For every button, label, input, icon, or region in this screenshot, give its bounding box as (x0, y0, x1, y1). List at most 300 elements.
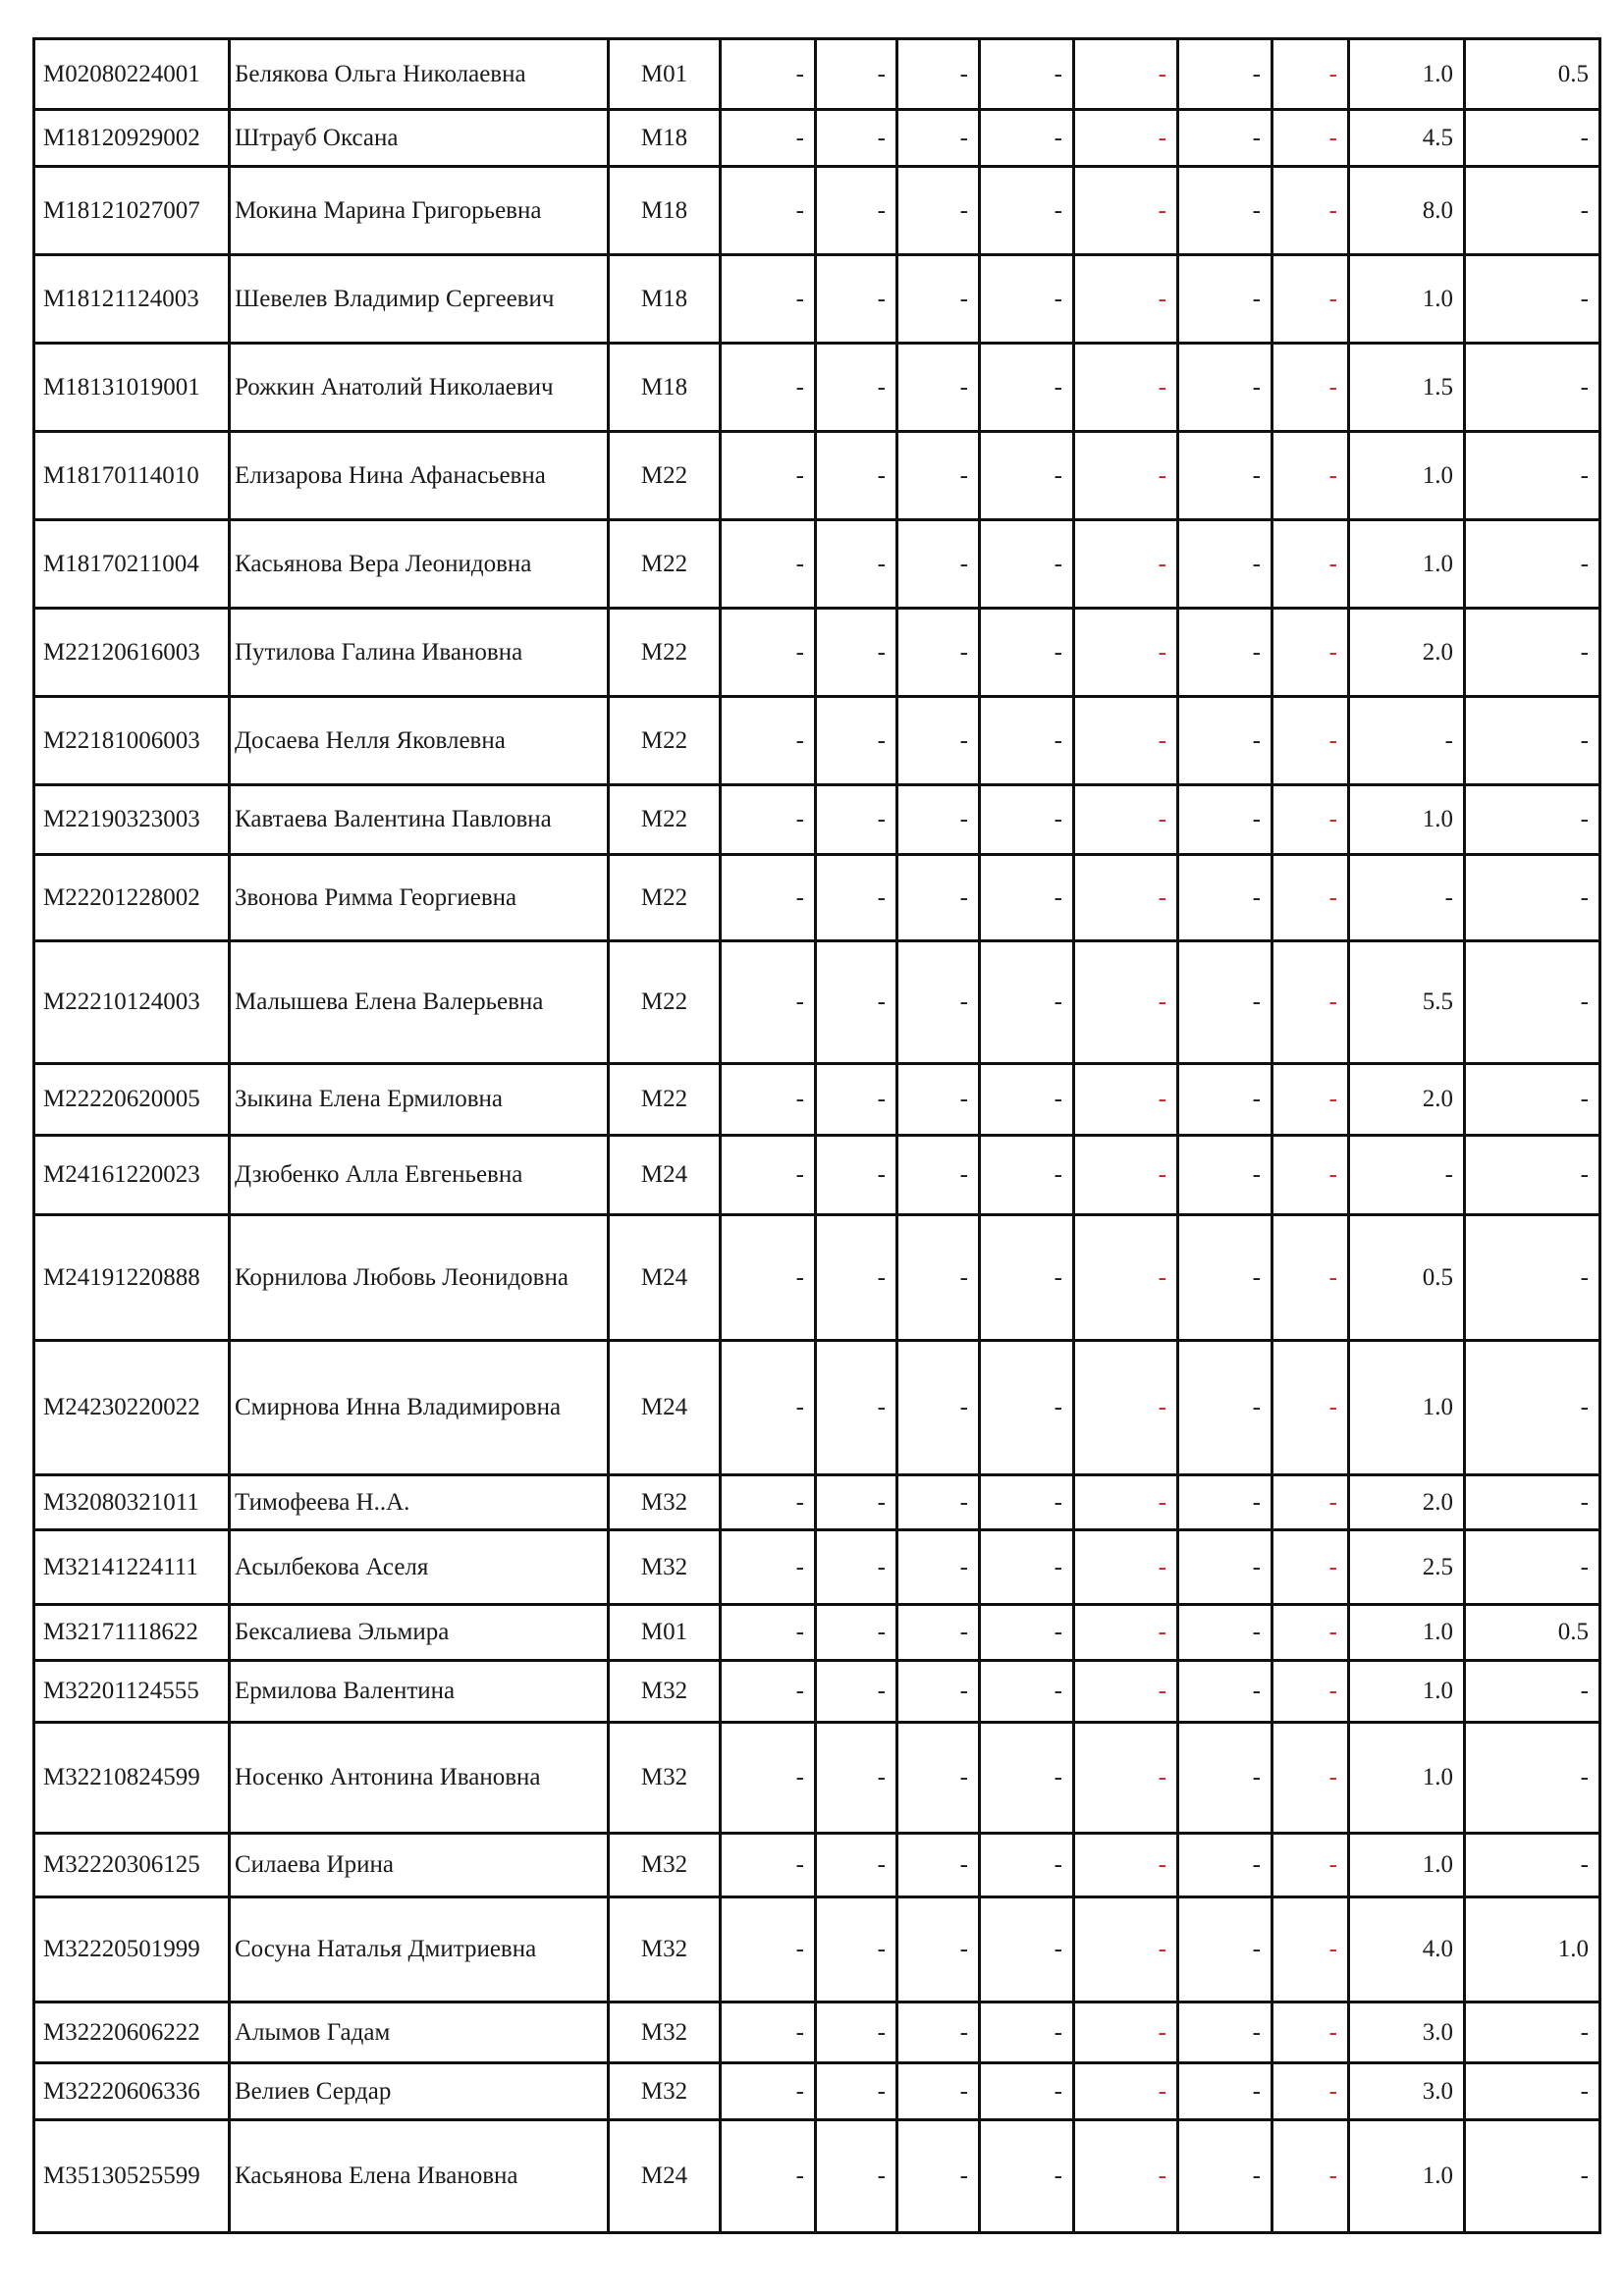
table-row (34, 941, 1600, 1064)
table-row (34, 1605, 1600, 1661)
cell-value-col-6: - (1178, 110, 1272, 167)
cell-value-col-7: - (1272, 1530, 1349, 1605)
cell-value-col-6: - (1178, 1136, 1272, 1215)
cell-value-col-8: 1.0 (1349, 39, 1465, 110)
cell-value-col-2: - (816, 785, 897, 855)
cell-value-col-8: 1.0 (1349, 785, 1465, 855)
cell-value-col-6: - (1178, 609, 1272, 697)
cell-value-col-5: - (1074, 520, 1178, 609)
cell-group-code: M24 (609, 1136, 721, 1215)
cell-value-col-9: - (1465, 1215, 1600, 1341)
cell-record-id: M22201228002 (34, 855, 230, 941)
cell-person-name: Мокина Марина Григорьевна (230, 167, 609, 255)
cell-value-col-7: - (1272, 110, 1349, 167)
cell-person-name: Звонова Римма Георгиевна (230, 855, 609, 941)
cell-value-col-3: - (897, 1723, 980, 1834)
cell-group-code: M22 (609, 941, 721, 1064)
table-row (34, 2120, 1600, 2233)
cell-value-col-7: - (1272, 941, 1349, 1064)
cell-value-col-3: - (897, 1136, 980, 1215)
table-row (34, 1341, 1600, 1475)
cell-value-col-3: - (897, 432, 980, 520)
cell-group-code: M18 (609, 255, 721, 344)
cell-record-id: M18170114010 (34, 432, 230, 520)
cell-value-col-4: - (980, 520, 1074, 609)
cell-value-col-6: - (1178, 1341, 1272, 1475)
cell-value-col-1: - (721, 2063, 816, 2120)
table-row (34, 432, 1600, 520)
cell-value-col-2: - (816, 1661, 897, 1723)
cell-value-col-9: - (1465, 344, 1600, 432)
cell-value-col-5: - (1074, 1530, 1178, 1605)
cell-group-code: M22 (609, 855, 721, 941)
cell-value-col-7: - (1272, 1136, 1349, 1215)
cell-value-col-8: 1.0 (1349, 520, 1465, 609)
cell-person-name: Досаева Нелля Яковлевна (230, 697, 609, 785)
cell-value-col-6: - (1178, 1605, 1272, 1661)
cell-group-code: M22 (609, 785, 721, 855)
cell-value-col-7: - (1272, 1661, 1349, 1723)
cell-value-col-7: - (1272, 1475, 1349, 1530)
cell-value-col-5: - (1074, 1897, 1178, 2002)
cell-group-code: M32 (609, 1661, 721, 1723)
cell-record-id: M24191220888 (34, 1215, 230, 1341)
cell-value-col-5: - (1074, 39, 1178, 110)
cell-person-name: Асылбекова Аселя (230, 1530, 609, 1605)
cell-value-col-7: - (1272, 520, 1349, 609)
cell-value-col-6: - (1178, 167, 1272, 255)
cell-value-col-7: - (1272, 1605, 1349, 1661)
cell-value-col-2: - (816, 39, 897, 110)
cell-person-name: Алымов Гадам (230, 2002, 609, 2063)
cell-value-col-1: - (721, 432, 816, 520)
cell-value-col-9: - (1465, 1723, 1600, 1834)
cell-value-col-3: - (897, 1475, 980, 1530)
cell-value-col-5: - (1074, 1834, 1178, 1897)
cell-person-name: Путилова Галина Ивановна (230, 609, 609, 697)
cell-person-name: Кавтаева Валентина Павловна (230, 785, 609, 855)
cell-value-col-3: - (897, 167, 980, 255)
cell-value-col-6: - (1178, 785, 1272, 855)
table-row (34, 1661, 1600, 1723)
cell-value-col-1: - (721, 255, 816, 344)
cell-value-col-8: 1.0 (1349, 1723, 1465, 1834)
cell-value-col-3: - (897, 1661, 980, 1723)
cell-value-col-7: - (1272, 2002, 1349, 2063)
cell-value-col-6: - (1178, 520, 1272, 609)
cell-person-name: Сосуна Наталья Дмитриевна (230, 1897, 609, 2002)
table-row (34, 344, 1600, 432)
cell-group-code: M32 (609, 1834, 721, 1897)
cell-record-id: M32080321011 (34, 1475, 230, 1530)
cell-person-name: Касьянова Елена Ивановна (230, 2120, 609, 2233)
cell-value-col-2: - (816, 255, 897, 344)
records-table (32, 37, 1601, 2234)
cell-value-col-5: - (1074, 697, 1178, 785)
cell-value-col-4: - (980, 1661, 1074, 1723)
cell-value-col-2: - (816, 1064, 897, 1136)
cell-value-col-8: - (1349, 1136, 1465, 1215)
cell-value-col-6: - (1178, 2063, 1272, 2120)
cell-value-col-6: - (1178, 1475, 1272, 1530)
cell-value-col-7: - (1272, 855, 1349, 941)
cell-value-col-7: - (1272, 2063, 1349, 2120)
cell-value-col-1: - (721, 697, 816, 785)
cell-value-col-5: - (1074, 1064, 1178, 1136)
cell-value-col-6: - (1178, 941, 1272, 1064)
cell-value-col-5: - (1074, 167, 1178, 255)
cell-value-col-4: - (980, 39, 1074, 110)
cell-value-col-6: - (1178, 1064, 1272, 1136)
cell-group-code: M32 (609, 2063, 721, 2120)
cell-value-col-5: - (1074, 2120, 1178, 2233)
table-row (34, 1834, 1600, 1897)
cell-value-col-7: - (1272, 1064, 1349, 1136)
cell-value-col-2: - (816, 855, 897, 941)
cell-value-col-3: - (897, 520, 980, 609)
cell-value-col-9: - (1465, 697, 1600, 785)
cell-value-col-2: - (816, 344, 897, 432)
cell-value-col-6: - (1178, 697, 1272, 785)
cell-value-col-1: - (721, 855, 816, 941)
cell-record-id: M22120616003 (34, 609, 230, 697)
cell-value-col-6: - (1178, 344, 1272, 432)
cell-record-id: M32201124555 (34, 1661, 230, 1723)
cell-value-col-4: - (980, 697, 1074, 785)
cell-value-col-1: - (721, 1530, 816, 1605)
table-row (34, 1530, 1600, 1605)
cell-value-col-3: - (897, 609, 980, 697)
cell-value-col-5: - (1074, 1475, 1178, 1530)
cell-group-code: M32 (609, 2002, 721, 2063)
cell-value-col-9: - (1465, 2120, 1600, 2233)
cell-person-name: Дзюбенко Алла Евгеньевна (230, 1136, 609, 1215)
cell-group-code: M22 (609, 432, 721, 520)
cell-value-col-2: - (816, 1897, 897, 2002)
cell-value-col-5: - (1074, 1215, 1178, 1341)
cell-value-col-8: 8.0 (1349, 167, 1465, 255)
cell-value-col-7: - (1272, 609, 1349, 697)
cell-value-col-4: - (980, 344, 1074, 432)
cell-value-col-8: 2.5 (1349, 1530, 1465, 1605)
cell-value-col-2: - (816, 1136, 897, 1215)
cell-value-col-8: 4.5 (1349, 110, 1465, 167)
cell-value-col-5: - (1074, 1136, 1178, 1215)
cell-value-col-1: - (721, 785, 816, 855)
cell-record-id: M18121124003 (34, 255, 230, 344)
cell-value-col-1: - (721, 1136, 816, 1215)
cell-value-col-3: - (897, 344, 980, 432)
cell-value-col-5: - (1074, 1661, 1178, 1723)
cell-value-col-3: - (897, 785, 980, 855)
cell-group-code: M24 (609, 2120, 721, 2233)
cell-value-col-3: - (897, 941, 980, 1064)
table-row (34, 1475, 1600, 1530)
cell-record-id: M32210824599 (34, 1723, 230, 1834)
cell-value-col-3: - (897, 1064, 980, 1136)
cell-value-col-1: - (721, 344, 816, 432)
cell-value-col-8: 5.5 (1349, 941, 1465, 1064)
cell-value-col-4: - (980, 110, 1074, 167)
cell-group-code: M24 (609, 1215, 721, 1341)
cell-value-col-8: 0.5 (1349, 1215, 1465, 1341)
cell-value-col-1: - (721, 941, 816, 1064)
cell-value-col-9: - (1465, 609, 1600, 697)
cell-value-col-6: - (1178, 1530, 1272, 1605)
cell-value-col-8: 1.0 (1349, 1341, 1465, 1475)
cell-value-col-6: - (1178, 1723, 1272, 1834)
cell-group-code: M32 (609, 1475, 721, 1530)
cell-value-col-8: - (1349, 855, 1465, 941)
table-row (34, 2002, 1600, 2063)
cell-group-code: M22 (609, 1064, 721, 1136)
cell-value-col-7: - (1272, 697, 1349, 785)
cell-value-col-4: - (980, 1064, 1074, 1136)
cell-value-col-9: - (1465, 1341, 1600, 1475)
cell-record-id: M22220620005 (34, 1064, 230, 1136)
cell-record-id: M32141224111 (34, 1530, 230, 1605)
cell-value-col-2: - (816, 2063, 897, 2120)
cell-value-col-1: - (721, 609, 816, 697)
cell-value-col-1: - (721, 1834, 816, 1897)
cell-value-col-7: - (1272, 1723, 1349, 1834)
cell-value-col-9: - (1465, 1475, 1600, 1530)
cell-person-name: Носенко Антонина Ивановна (230, 1723, 609, 1834)
cell-value-col-2: - (816, 1475, 897, 1530)
cell-value-col-5: - (1074, 110, 1178, 167)
table-row (34, 1136, 1600, 1215)
cell-value-col-1: - (721, 1897, 816, 2002)
cell-value-col-9: - (1465, 855, 1600, 941)
cell-value-col-3: - (897, 110, 980, 167)
cell-record-id: M02080224001 (34, 39, 230, 110)
cell-value-col-1: - (721, 167, 816, 255)
cell-value-col-4: - (980, 1530, 1074, 1605)
cell-value-col-3: - (897, 1215, 980, 1341)
cell-value-col-9: - (1465, 1661, 1600, 1723)
cell-value-col-4: - (980, 941, 1074, 1064)
cell-record-id: M32220606222 (34, 2002, 230, 2063)
cell-value-col-7: - (1272, 39, 1349, 110)
cell-value-col-3: - (897, 697, 980, 785)
cell-value-col-8: - (1349, 697, 1465, 785)
cell-value-col-9: - (1465, 941, 1600, 1064)
cell-value-col-2: - (816, 1723, 897, 1834)
cell-value-col-4: - (980, 1897, 1074, 2002)
cell-value-col-3: - (897, 1834, 980, 1897)
cell-person-name: Елизарова Нина Афанасьевна (230, 432, 609, 520)
cell-value-col-9: 0.5 (1465, 39, 1600, 110)
cell-group-code: M01 (609, 1605, 721, 1661)
cell-value-col-6: - (1178, 255, 1272, 344)
cell-value-col-7: - (1272, 255, 1349, 344)
cell-value-col-1: - (721, 2002, 816, 2063)
cell-value-col-2: - (816, 1341, 897, 1475)
cell-value-col-2: - (816, 697, 897, 785)
cell-value-col-2: - (816, 167, 897, 255)
cell-value-col-9: - (1465, 1136, 1600, 1215)
cell-value-col-4: - (980, 2063, 1074, 2120)
cell-value-col-1: - (721, 2120, 816, 2233)
cell-value-col-3: - (897, 1605, 980, 1661)
cell-value-col-1: - (721, 110, 816, 167)
cell-value-col-9: - (1465, 1530, 1600, 1605)
cell-record-id: M22210124003 (34, 941, 230, 1064)
cell-value-col-7: - (1272, 432, 1349, 520)
cell-value-col-5: - (1074, 1605, 1178, 1661)
cell-value-col-9: 0.5 (1465, 1605, 1600, 1661)
cell-value-col-8: 2.0 (1349, 1064, 1465, 1136)
cell-value-col-2: - (816, 941, 897, 1064)
cell-value-col-4: - (980, 255, 1074, 344)
cell-value-col-4: - (980, 1136, 1074, 1215)
cell-value-col-7: - (1272, 344, 1349, 432)
cell-group-code: M22 (609, 609, 721, 697)
cell-value-col-4: - (980, 1341, 1074, 1475)
cell-value-col-5: - (1074, 785, 1178, 855)
cell-value-col-4: - (980, 855, 1074, 941)
cell-value-col-3: - (897, 2063, 980, 2120)
cell-value-col-2: - (816, 432, 897, 520)
cell-value-col-1: - (721, 1475, 816, 1530)
cell-person-name: Малышева Елена Валерьевна (230, 941, 609, 1064)
cell-value-col-4: - (980, 2120, 1074, 2233)
cell-person-name: Касьянова Вера Леонидовна (230, 520, 609, 609)
cell-value-col-9: - (1465, 1064, 1600, 1136)
cell-value-col-8: 1.0 (1349, 2120, 1465, 2233)
cell-group-code: M18 (609, 167, 721, 255)
table-row (34, 855, 1600, 941)
cell-value-col-1: - (721, 520, 816, 609)
cell-record-id: M32220306125 (34, 1834, 230, 1897)
cell-value-col-9: 1.0 (1465, 1897, 1600, 2002)
cell-value-col-5: - (1074, 2002, 1178, 2063)
cell-value-col-3: - (897, 1341, 980, 1475)
cell-value-col-9: - (1465, 167, 1600, 255)
cell-value-col-8: 2.0 (1349, 1475, 1465, 1530)
cell-value-col-8: 4.0 (1349, 1897, 1465, 2002)
cell-person-name: Силаева Ирина (230, 1834, 609, 1897)
cell-value-col-8: 3.0 (1349, 2002, 1465, 2063)
cell-value-col-4: - (980, 1215, 1074, 1341)
cell-person-name: Штрауб Оксана (230, 110, 609, 167)
cell-value-col-3: - (897, 1530, 980, 1605)
cell-record-id: M18121027007 (34, 167, 230, 255)
cell-value-col-2: - (816, 1215, 897, 1341)
cell-value-col-1: - (721, 1064, 816, 1136)
cell-value-col-5: - (1074, 1341, 1178, 1475)
cell-group-code: M32 (609, 1723, 721, 1834)
cell-value-col-4: - (980, 1723, 1074, 1834)
cell-value-col-9: - (1465, 2002, 1600, 2063)
cell-value-col-7: - (1272, 1215, 1349, 1341)
cell-value-col-7: - (1272, 2120, 1349, 2233)
cell-value-col-2: - (816, 609, 897, 697)
cell-record-id: M22181006003 (34, 697, 230, 785)
cell-value-col-8: 3.0 (1349, 2063, 1465, 2120)
cell-value-col-2: - (816, 1605, 897, 1661)
cell-value-col-4: - (980, 1834, 1074, 1897)
cell-group-code: M18 (609, 344, 721, 432)
cell-value-col-3: - (897, 1897, 980, 2002)
cell-value-col-5: - (1074, 255, 1178, 344)
cell-value-col-7: - (1272, 1341, 1349, 1475)
cell-person-name: Зыкина Елена Ермиловна (230, 1064, 609, 1136)
cell-person-name: Шевелев Владимир Сергеевич (230, 255, 609, 344)
cell-value-col-7: - (1272, 1897, 1349, 2002)
cell-value-col-5: - (1074, 1723, 1178, 1834)
table-row (34, 1723, 1600, 1834)
cell-record-id: M24230220022 (34, 1341, 230, 1475)
cell-value-col-4: - (980, 785, 1074, 855)
cell-value-col-6: - (1178, 2002, 1272, 2063)
table-row (34, 609, 1600, 697)
cell-value-col-4: - (980, 1605, 1074, 1661)
cell-value-col-9: - (1465, 1834, 1600, 1897)
cell-group-code: M22 (609, 697, 721, 785)
cell-value-col-1: - (721, 1605, 816, 1661)
cell-value-col-8: 1.0 (1349, 432, 1465, 520)
cell-value-col-1: - (721, 1723, 816, 1834)
cell-value-col-9: - (1465, 255, 1600, 344)
cell-value-col-6: - (1178, 855, 1272, 941)
cell-person-name: Бексалиева Эльмира (230, 1605, 609, 1661)
cell-value-col-5: - (1074, 2063, 1178, 2120)
cell-record-id: M24161220023 (34, 1136, 230, 1215)
table-row (34, 1064, 1600, 1136)
cell-value-col-5: - (1074, 344, 1178, 432)
cell-group-code: M32 (609, 1897, 721, 2002)
cell-value-col-5: - (1074, 609, 1178, 697)
cell-value-col-1: - (721, 1661, 816, 1723)
cell-value-col-4: - (980, 167, 1074, 255)
cell-value-col-1: - (721, 1215, 816, 1341)
table-row (34, 255, 1600, 344)
cell-record-id: M22190323003 (34, 785, 230, 855)
cell-value-col-8: 1.0 (1349, 1661, 1465, 1723)
records-table-body (34, 39, 1600, 2233)
cell-value-col-2: - (816, 110, 897, 167)
cell-record-id: M32171118622 (34, 1605, 230, 1661)
table-row (34, 167, 1600, 255)
cell-value-col-2: - (816, 520, 897, 609)
cell-person-name: Ермилова Валентина (230, 1661, 609, 1723)
cell-value-col-5: - (1074, 855, 1178, 941)
table-row (34, 697, 1600, 785)
cell-value-col-8: 1.0 (1349, 1834, 1465, 1897)
cell-value-col-2: - (816, 1834, 897, 1897)
cell-value-col-4: - (980, 609, 1074, 697)
table-row (34, 1897, 1600, 2002)
cell-value-col-6: - (1178, 39, 1272, 110)
cell-record-id: M18120929002 (34, 110, 230, 167)
cell-value-col-3: - (897, 2002, 980, 2063)
cell-person-name: Велиев Сердар (230, 2063, 609, 2120)
cell-value-col-6: - (1178, 432, 1272, 520)
cell-value-col-1: - (721, 39, 816, 110)
table-row (34, 785, 1600, 855)
table-row (34, 2063, 1600, 2120)
cell-value-col-5: - (1074, 432, 1178, 520)
cell-value-col-9: - (1465, 432, 1600, 520)
cell-value-col-4: - (980, 432, 1074, 520)
cell-person-name: Рожкин Анатолий Николаевич (230, 344, 609, 432)
cell-value-col-9: - (1465, 2063, 1600, 2120)
cell-value-col-2: - (816, 2002, 897, 2063)
cell-record-id: M32220501999 (34, 1897, 230, 2002)
cell-record-id: M35130525599 (34, 2120, 230, 2233)
cell-value-col-2: - (816, 2120, 897, 2233)
